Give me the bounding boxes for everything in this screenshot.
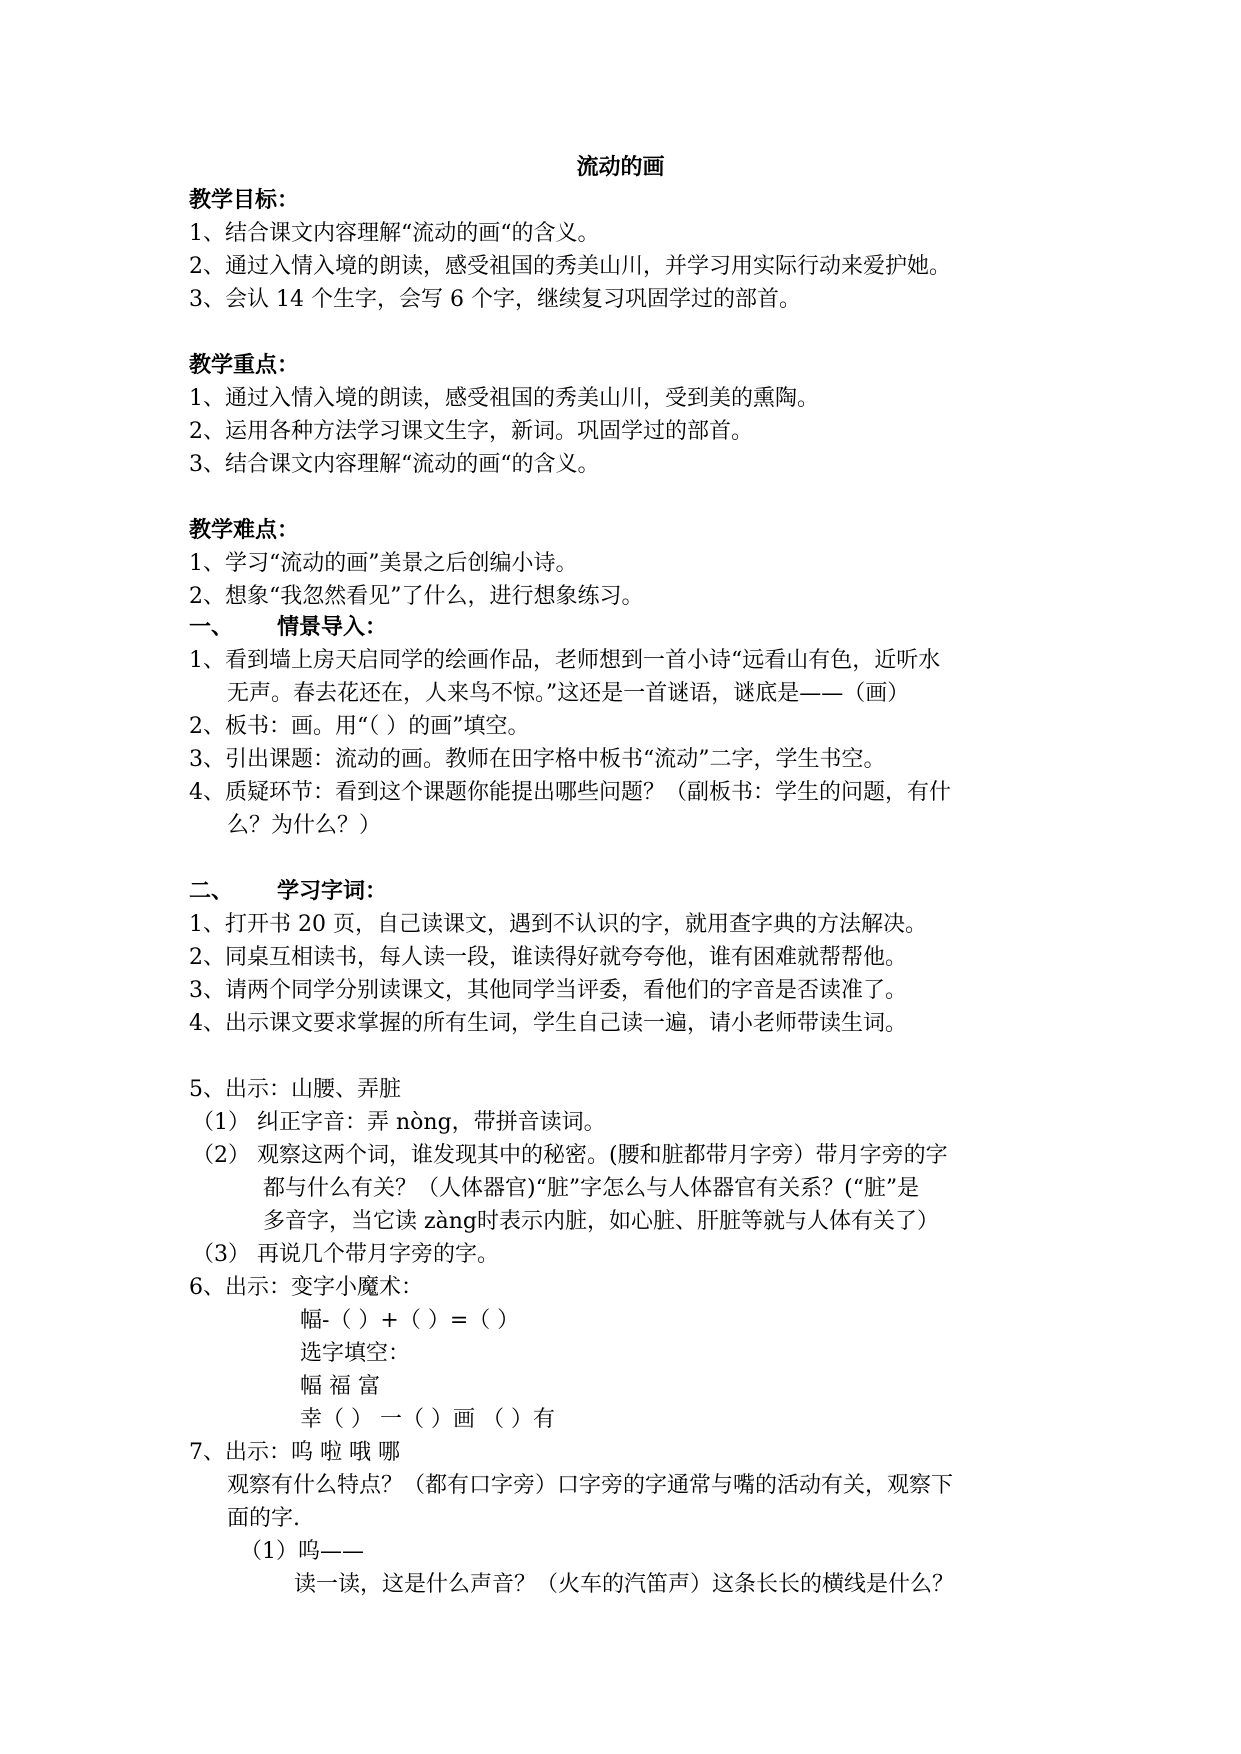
section-1-line: 3、引出课题：流动的画。教师在田字格中板书“流动”二字，学生书空。 (189, 747, 886, 772)
section-2-line: （3） 再说几个带月字旁的字。 (192, 1242, 499, 1267)
key-point-item: 2、运用各种方法学习课文生字，新词。巩固学过的部首。 (189, 419, 753, 444)
section-1-line: 1、看到墙上房天启同学的绘画作品，老师想到一首小诗“远看山有色，近听水 (189, 648, 941, 673)
section-2-number: 二、 (189, 879, 234, 904)
key-point-item: 1、通过入情入境的朗读，感受祖国的秀美山川，受到美的熏陶。 (189, 386, 819, 411)
section-2-line: 读一读，这是什么声音？（火车的汽笛声）这条长长的横线是什么？ (294, 1572, 955, 1597)
section-2-line: （1）呜—— (240, 1539, 364, 1564)
section-2-line: 多音字，当它读 zàng时表示内脏，如心脏、肝脏等就与人体有关了） (263, 1209, 939, 1234)
section-2-line: 面的字. (227, 1506, 300, 1531)
key-point-item: 3、结合课文内容理解“流动的画“的含义。 (189, 452, 600, 477)
section-2-line: 7、出示：呜 啦 哦 哪 (189, 1440, 400, 1465)
section-1-line: 4、质疑环节：看到这个课题你能提出哪些问题？（副板书：学生的问题，有什 (189, 780, 951, 805)
goal-item: 2、通过入情入境的朗读，感受祖国的秀美山川，并学习用实际行动来爱护她。 (189, 254, 951, 279)
section-2-line: 幅-（ ）+（ ）=（ ） (300, 1308, 520, 1333)
difficult-point-item: 2、想象“我忽然看见”了什么，进行想象练习。 (189, 584, 644, 609)
goal-item: 1、结合课文内容理解“流动的画“的含义。 (189, 221, 600, 246)
document-title: 流动的画 (576, 155, 665, 180)
section-1-line: 无声。春去花还在，人来鸟不惊。”这还是一首谜语，谜底是——（画） (227, 681, 910, 706)
section-2-line: 都与什么有关？（人体器官)“脏”字怎么与人体器官有关系？(“脏”是 (263, 1176, 920, 1201)
section-2-line: 幸（ ） 一（ ）画 （ ）有 (300, 1407, 555, 1432)
section-2-line: 4、出示课文要求掌握的所有生词，学生自己读一遍，请小老师带读生词。 (189, 1011, 907, 1036)
section-1-heading (189, 612, 387, 644)
section-2-line: 6、出示：变字小魔术： (189, 1275, 423, 1300)
section-1-number: 一、 (189, 615, 234, 640)
goals-heading: 教学目标： (189, 188, 300, 213)
section-2-line: 幅 福 富 (300, 1374, 380, 1399)
difficult-point-item: 1、学习“流动的画”美景之后创编小诗。 (189, 551, 578, 576)
section-2-line: 观察有什么特点？（都有口字旁）口字旁的字通常与嘴的活动有关，观察下 (227, 1473, 954, 1498)
section-2-line: 3、请两个同学分别读课文，其他同学当评委，看他们的字音是否读准了。 (189, 978, 907, 1003)
section-2-line: 2、同桌互相读书，每人读一段，谁读得好就夸夸他，谁有困难就帮帮他。 (189, 945, 907, 970)
section-2-line: （2） 观察这两个词，谁发现其中的秘密。(腰和脏都带月字旁）带月字旁的字 (192, 1143, 948, 1168)
section-2-heading (189, 876, 387, 908)
difficult-points-heading: 教学难点： (189, 518, 300, 543)
key-points-heading: 教学重点： (189, 353, 300, 378)
section-2-line: 1、打开书 20 页，自己读课文，遇到不认识的字，就用查字典的方法解决。 (189, 912, 927, 937)
section-2-line: 选字填空： (300, 1341, 411, 1366)
goal-item: 3、会认 14 个生字，会写 6 个字，继续复习巩固学过的部首。 (189, 287, 801, 312)
section-1-line: 2、板书：画。用“（ ）的画”填空。 (189, 714, 530, 739)
section-1-title: 情景导入： (277, 615, 388, 640)
section-1-line: 么？为什么？） (227, 813, 382, 838)
section-2-title: 学习字词： (277, 879, 388, 904)
section-2-line: 5、出示：山腰、弄脏 (189, 1077, 401, 1102)
section-2-line: （1） 纠正字音：弄 nòng，带拼音读词。 (192, 1110, 606, 1135)
